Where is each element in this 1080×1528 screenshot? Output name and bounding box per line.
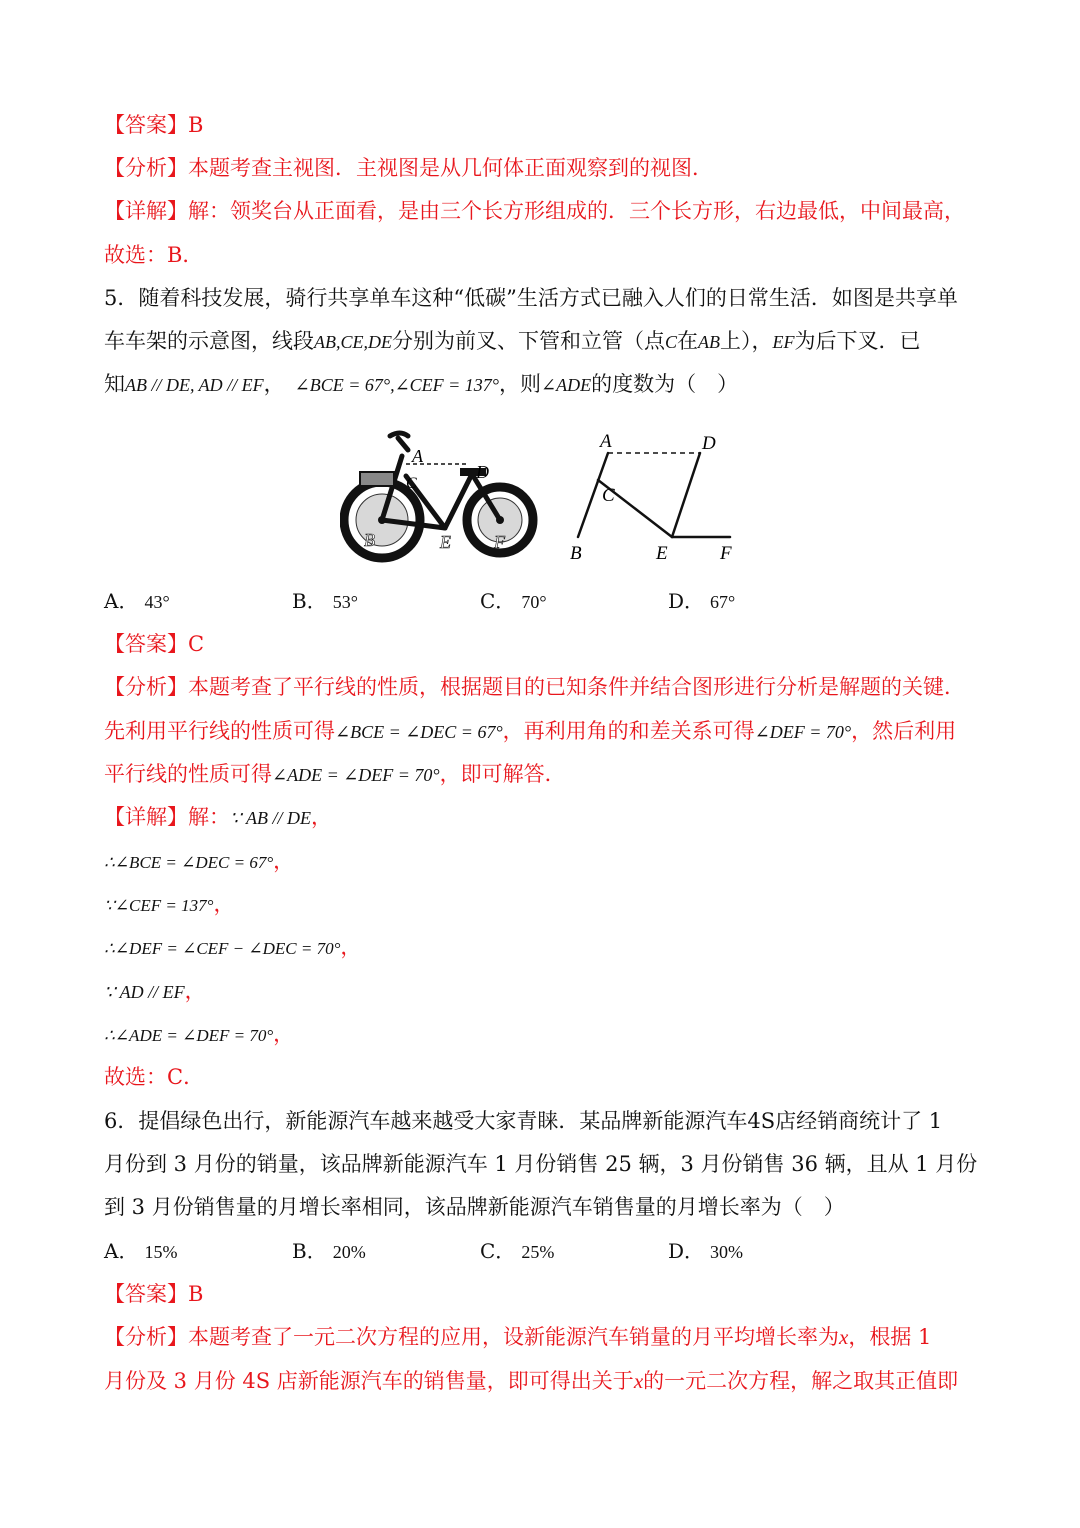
schematic-label-e: E [656, 543, 668, 564]
q5-answer: 【答案】C [104, 632, 205, 656]
detail-line: 【详解】解：领奖台从正面看，是由三个长方形组成的．三个长方形，右边最低，中间最高， [104, 199, 965, 223]
frame-schematic [560, 425, 750, 570]
schematic-label-d: D [702, 433, 716, 454]
bike-label-f: F [494, 532, 505, 552]
q5-step-2: ∵∠CEF = 137°， [104, 892, 235, 916]
q6-option-d[interactable]: D． 30% [668, 1239, 744, 1263]
basket [360, 472, 394, 486]
q6-stem-line-2: 月份到 3 月份的销量，该品牌新能源汽车 1 月份销售 25 辆，3 月份销售 36 辆，且从 1 月份 [104, 1152, 978, 1176]
q5-step-5: ∴∠ADE = ∠DEF = 70°， [104, 1022, 295, 1046]
q5-stem-line-2: 车车架的示意图，线段AB,CE,DE分别为前叉、下管和立管（点C在AB上），EF为后下叉．已 [104, 329, 921, 353]
q5-step-1: ∴∠BCE = ∠DEC = 67°， [104, 849, 295, 873]
q6-option-c[interactable]: C． 25% [480, 1239, 555, 1263]
schematic-label-b: B [570, 543, 582, 564]
q5-detail: 【详解】解：∵ AB // DE， [104, 805, 332, 829]
q5-analysis-1: 【分析】本题考查了平行线的性质，根据题目的已知条件并结合图形进行分析是解题的关键． [104, 675, 965, 699]
choose-line: 故选：B． [104, 243, 204, 267]
bicycle-illustration [340, 428, 540, 568]
bike-label-c: C [406, 475, 417, 492]
q5-option-d[interactable]: D． 67° [668, 589, 736, 613]
q6-options [104, 1236, 984, 1266]
q6-stem-line-1: 6．提倡绿色出行，新能源汽车越来越受大家青睐．某品牌新能源汽车4S店经销商统计了 1 [104, 1109, 943, 1133]
q5-step-3: ∴∠DEF = ∠CEF − ∠DEC = 70°， [104, 935, 362, 959]
q5-stem-line-3: 知AB // DE, AD // EF， ∠BCE = 67°,∠CEF = 137°，则∠ADE的度数为（ ） [104, 372, 739, 396]
bike-label-d: D [476, 462, 489, 482]
q5-option-c[interactable]: C． 70° [480, 589, 547, 613]
q5-analysis-2: 先利用平行线的性质可得∠BCE = ∠DEC = 67°，再利用角的和差关系可得∠DEF = 70°，然后利用 [104, 719, 957, 743]
bike-label-b: B [364, 530, 375, 550]
answer-line: 【答案】B [104, 113, 204, 137]
q6-answer: 【答案】B [104, 1282, 204, 1306]
q6-stem-line-3: 到 3 月份销售量的月增长率相同，该品牌新能源汽车销售量的月增长率为（ ） [104, 1195, 845, 1219]
q5-option-b[interactable]: B． 53° [292, 589, 358, 613]
schematic-label-a: A [600, 431, 612, 452]
bike-label-e: E [440, 532, 451, 552]
bike-label-a: A [412, 446, 423, 466]
q6-analysis-2: 月份及 3 月份 4S 店新能源汽车的销售量，即可得出关于x的一元二次方程，解之取其正值即 [104, 1369, 959, 1393]
schematic-label-f: F [720, 543, 732, 564]
q6-analysis-1: 【分析】本题考查了一元二次方程的应用，设新能源汽车销量的月平均增长率为x，根据 1 [104, 1325, 932, 1349]
schematic-label-c: C [602, 485, 615, 506]
q6-option-a[interactable]: A． 15% [104, 1239, 178, 1263]
q5-options [104, 586, 984, 616]
q5-analysis-3: 平行线的性质可得∠ADE = ∠DEF = 70°，即可解答． [104, 762, 566, 786]
q5-step-4: ∵ AD // EF， [104, 979, 206, 1003]
schematic-lines [578, 453, 730, 537]
analysis-line: 【分析】本题考查主视图．主视图是从几何体正面观察到的视图． [104, 156, 713, 180]
q5-choose: 故选：C． [104, 1065, 205, 1089]
q5-stem-line-1: 5．随着科技发展，骑行共享单车这种“低碳”生活方式已融入人们的日常生活．如图是共享单 [104, 286, 958, 310]
q6-option-b[interactable]: B． 20% [292, 1239, 366, 1263]
q5-option-a[interactable]: A． 43° [104, 589, 170, 613]
